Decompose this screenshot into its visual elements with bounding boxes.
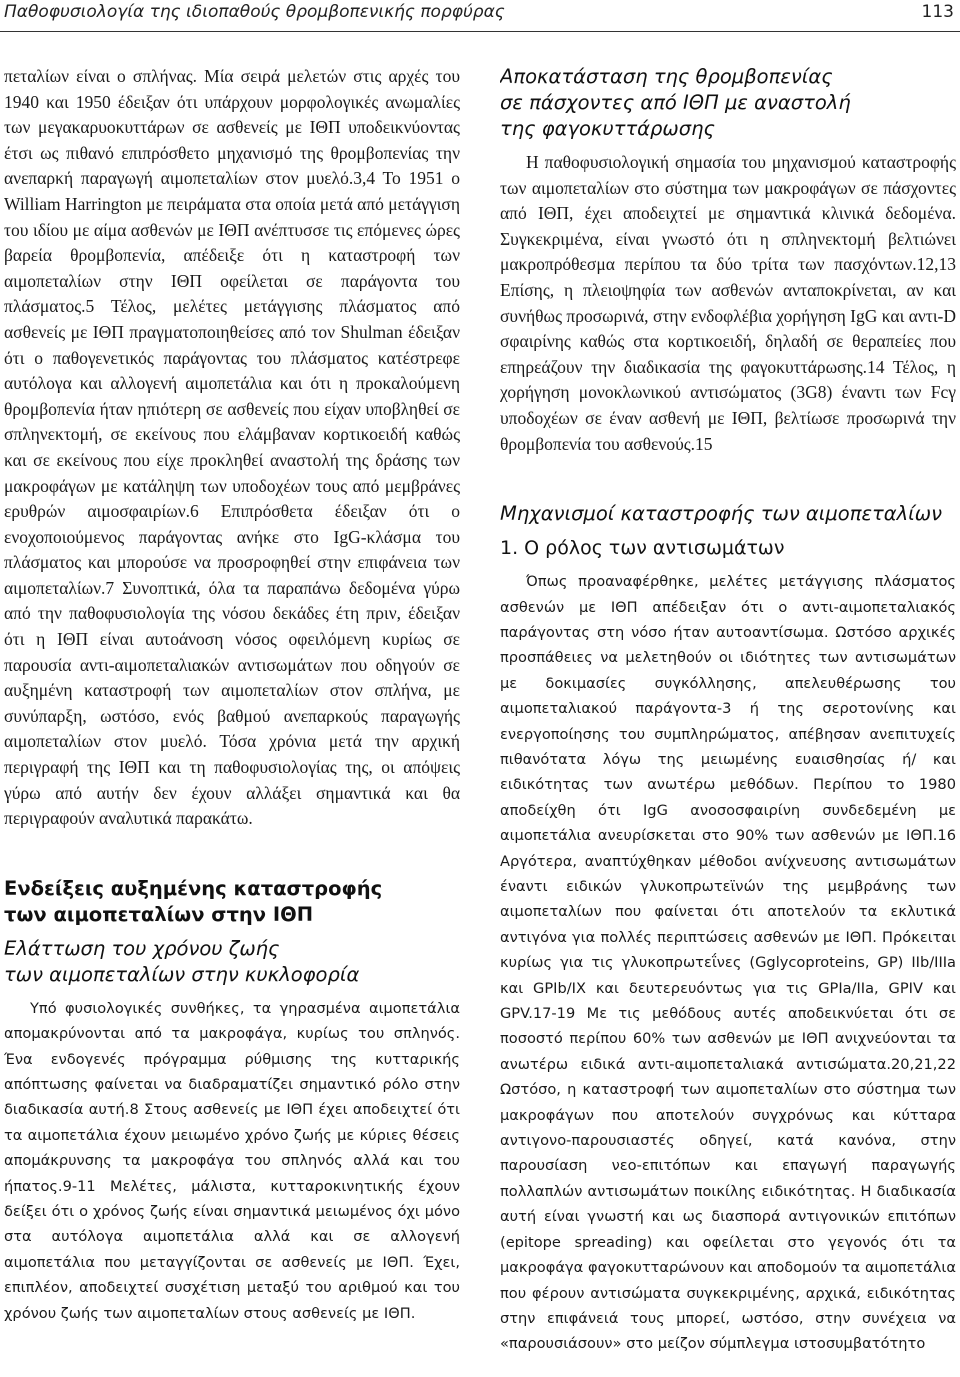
page-number: 113 [921,2,954,22]
left-column [4,64,460,1369]
subsection-heading-line: σε πάσχοντες από ΙΘΠ με αναστολή [500,91,851,114]
section-heading [4,876,460,928]
subsection-heading-line: της φαγοκυττάρωσης [500,117,715,140]
subsection-heading: 1. Ο ρόλος των αντισωμάτων [500,537,785,560]
subsection-heading-line: των αιμοπεταλίων στην κυκλοφορία [4,962,360,986]
running-title: Παθοφυσιολογία της ιδιοπαθούς θρομβοπενικής πορφύρας [4,2,505,22]
body-paragraph: Υπό φυσιολογικές συνθήκες, τα γηρασμένα αιμοπετάλια απομακρύνονται από τα μακροφάγα, κυρίως του σπληνός. Ένα ενδογενές πρόγραμμα ρύθμισης της κυτταρικής απόπτωσης φαίνεται να διαδραματίζει σημαντικό ρόλο στην διαδικασία αυτή.8 Στους ασθενείς με ΙΘΠ έχει αποδειχτεί ότι τα αιμοπετάλια έχουν μειωμένο χρόνο ζωής με κύριες θέσεις απομάκρυνσης τα μακροφάγα του σπληνός αλλά και του ήπατος.9-11 Μελέτες, μάλιστα, κυτταροκινητικής έχουν δείξει ότι ο χρόνος ζωής είναι σημαντικά μειωμένος όχι μόνο στα αυτόλογα αιμοπετάλια αλλά και σε αλλογενή αιμοπετάλια που μεταγγίζονται σε ασθενείς με ΙΘΠ. Έχει, επιπλέον, αποδειχτεί συσχέτιση μεταξύ του αριθμού και του χρόνου ζωής των αιμοπεταλίων στους ασθενείς με ΙΘΠ. [4,999,460,1322]
subsection-heading-line: Ελάττωση του χρόνου ζωής [4,936,280,960]
subsection-heading [500,64,956,142]
section-heading: Μηχανισμοί καταστροφής των αιμοπεταλίων [500,502,942,526]
section-heading-line: των αιμοπεταλίων στην ΙΘΠ [4,902,314,926]
subsection-heading [4,936,460,988]
subsection-heading-line: Αποκατάσταση της θρομβοπενίας [500,65,833,88]
section-heading-line: Ενδείξεις αυξημένης καταστροφής [4,876,383,900]
body-paragraph: Η παθοφυσιολογική σημασία του μηχανισμού καταστροφής των αιμοπεταλίων στο σύστημα των μακροφάγων σε πάσχοντες από ΙΘΠ, έχει αποδειχτεί με σημαντικά κλινικά δεδομένα. Συγκεκριμένα, είναι γνωστό ότι η σπληνεκτομή βελτιώνει μακροπρόθεσμα περίπου τα δύο τρίτα των πασχόντων.12,13 Επίσης, η πλειοψηφία των ασθενών ανταποκρίνεται, αν και συνήθως προσωρινά, στην ενδοφλέβια χορήγηση IgG και αντι-D σφαιρίνης καθώς στα κορτικοειδή, δηλαδή σε θεραπείες που επηρεάζουν την διαδικασία της φαγοκυττάρωσης.14 Τέλος, η χορήγηση μονοκλωνικού αντισώματος (3G8) έναντι των Fcγ υποδοχέων σε έναν ασθενή με ΙΘΠ, βελτίωσε προσωρινά την θρομβοπενία του ασθενούς.15 [500,152,956,454]
header-divider [0,31,960,32]
body-paragraph: πεταλίων είναι ο σπλήνας. Μία σειρά μελετών στις αρχές του 1940 και 1950 έδειξαν ότι υπάρχουν μορφολογικές ανωμαλίες των μεγακαρυοκυττάρων σε ασθενείς με ΙΘΠ υποδεικνύοντας έτσι ως πιθανό επιπρόσθετο μηχανισμό της θρομβοπενίας την ανεπαρκή παραγωγή αιμοπεταλίων στον μυελό.3,4 Το 1951 ο William Harrington με πειράματα στα οποία μετά από μετάγγιση του ιδίου με αίμα ασθενών με ΙΘΠ ανέπτυσσε τις επόμενες ώρες βαρεία θρομβοπενία, απέδειξε ότι η καταστροφή των αιμοπεταλίων στην ΙΘΠ οφείλεται σε παράγοντα του πλάσματος.5 Τέλος, μελέτες μετάγγισης πλάσματος από ασθενείς με ΙΘΠ πραγματοποιηθείσες από τον Shulman έδειξαν ότι ο παθογενετικός παράγοντας του πλάσματος κατέστρεφε αυτόλογα και αλλογενή αιμοπετάλια και ότι η προκαλούμενη θρομβοπενία ήταν ηπιότερη σε ασθενείς που είχαν υποβληθεί σε σπληνεκτομή, σε εκείνους που ελάμβαναν κορτικοειδή καθώς και σε εκείνους που είχε προκληθεί αναστολή της δράσης των μακροφάγων με κατάληψη των υποδοχέων τους από μεμβράνες ερυθρών αιμοσφαιρίων.6 Επιπρόσθετα έδειξαν ότι ο ενοχοποιούμενος παράγοντας ανήκε στο IgG-κλάσμα του πλάσματος και μπορούσε να προσροφηθεί στην επιφάνεια των αιμοπεταλίων.7 Συνοπτικά, όλα τα παραπάνω δεδομένα γύρω από την παθοφυσιολογία της νόσου δεκάδες έτη πριν, έδειξαν ότι η ΙΘΠ είναι αυτοάνοση νόσος οφειλόμενη κυρίως σε παρουσία αντι-αιμοπεταλιακών αντισωμάτων που οδηγούν σε αυξημένη καταστροφή των αιμοπεταλίων στον σπλήνα, με συνύπαρξη, ωστόσο, ενός βαθμού ανεπαρκούς παραγωγής αιμοπεταλίων στον μυελό. Τόσα χρόνια μετά την αρχική περιγραφή της ΙΘΠ και τη παθοφυσιολογίας της, οι απόψεις γύρω από αυτήν δεν έχουν αλλάξει σημαντικά και θα περιγραφούν αναλυτικά παρακάτω. [4,66,460,829]
right-column [500,64,956,1369]
body-paragraph: Όπως προαναφέρθηκε, μελέτες μετάγγισης πλάσματος ασθενών με ΙΘΠ απέδειξαν ότι ο αντι-αιμοπεταλιακός παράγοντας στη νόσο ήταν αυτοαντίσωμα. Ωστόσο αρχικές προσπάθειες να μελετηθούν οι ιδιότητες των αντισωμάτων με δοκιμασίες συγκόλλησης, απελευθέρωσης του αιμοπεταλιακού παράγοντα-3 ή της σεροτονίνης και ενεργοποίησης του συμπληρώματος, απέβησαν ανεπιτυχείς πιθανότατα λόγω της μειωμένης ευαισθησίας ή/ και ειδικότητας των ανωτέρω μεθόδων. Περίπου το 1980 αποδείχθη ότι IgG ανοσοσφαιρίνη συνδεδεμένη με αιμοπετάλια ανευρίσκεται στο 90% των ασθενών με ΙΘΠ.16 Αργότερα, αναπτύχθηκαν μέθοδοι ανίχνευσης αντισωμάτων έναντι ειδικών γλυκοπρωτεϊνών της μεμβράνης των αιμοπεταλίων που φαίνεται ότι αποτελούν τα εκλυτικά αντιγόνα για πολλές περιπτώσεις ασθενών με ΙΘΠ. Πρόκειται κυρίως για τις γλυκοπρωτεΐνες (Gglycoproteins, GP) IIb/IIIa και GPIb/IX και δευτερευόντως για τις GPIa/IIa, GPIV και GPV.17-19 Με τις μεθόδους αυτές αποδεικνύεται ότι σε ποσοστό περίπου 60% των ασθενών με ΙΘΠ ανιχνεύονται τα ανωτέρω ειδικά αντι-αιμοπεταλιακά αντισώματα.20,21,22 Ωστόσο, η καταστροφή των αιμοπεταλίων στο σύστημα των μακροφάγων που αποτελούν συγχρόνως και κύτταρα αντιγονο-παρουσιαστές οδηγεί, κατά κανόνα, στην παρουσίαση νεο-επιτόπων και επαγωγή παραγωγής πολλαπλών αντισωμάτων ποικίλης ειδικότητας. Η διαδικασία αυτή είναι γνωστή και ως διασπορά αντιγονικών επιτόπων (epitope spreading) και οφείλεται στο γεγονός ότι τα μακροφάγα φαγοκυτταρώνουν και αποδομούν τα αιμοπετάλια που φέρουν αντισώματα συγκεκριμένης, αρχικά, ειδικότητας στην επιφάνειά τους μπορεί, ωστόσο, στην συνέχεια να «παρουσιάσουν» στο μείζον σύμπλεγμα ιστοσυμβατότητο [500,573,956,1353]
running-header [0,0,960,30]
